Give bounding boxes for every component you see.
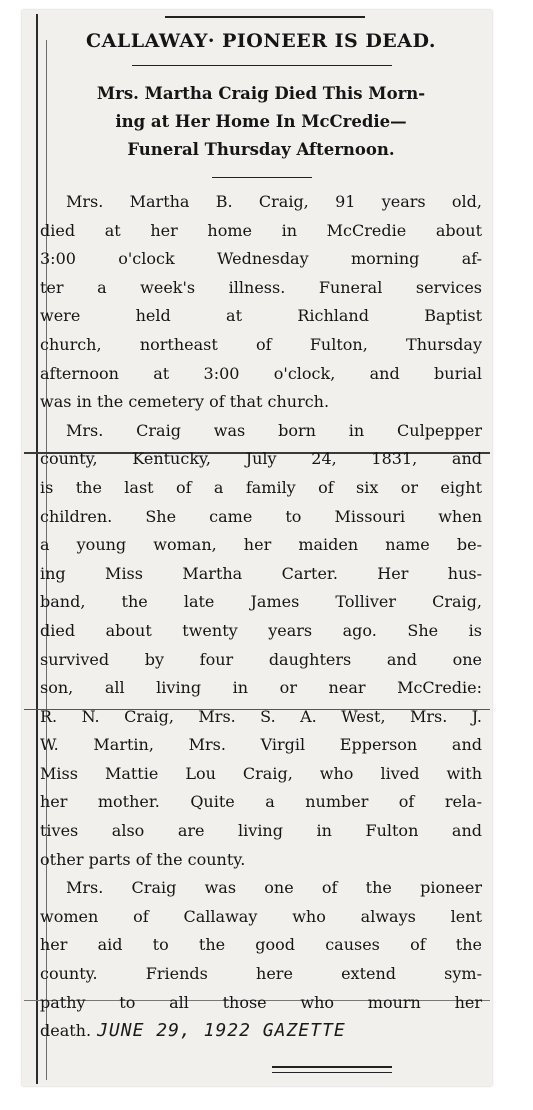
body-line: survived by four daughters and one bbox=[40, 649, 482, 669]
body-line: Miss Mattie Lou Craig, who lived with bbox=[40, 763, 482, 783]
body-line: a young woman, her maiden name be- bbox=[40, 535, 482, 555]
body-line: R. N. Craig, Mrs. S. A. West, Mrs. J. bbox=[40, 706, 482, 726]
top-rule bbox=[165, 16, 365, 18]
body-line: county, Kentucky, July 24, 1831, and bbox=[40, 449, 482, 469]
body-line: W. Martin, Mrs. Virgil Epperson and bbox=[40, 735, 482, 755]
article-body bbox=[40, 188, 482, 1046]
headline: CALLAWAY· PIONEER IS DEAD. bbox=[86, 30, 436, 52]
body-line: pathy to all those who mourn her bbox=[40, 992, 482, 1012]
body-line: her mother. Quite a number of rela- bbox=[40, 792, 482, 812]
subhead-rule bbox=[212, 177, 312, 178]
subheadline bbox=[40, 80, 482, 164]
body-line: her aid to the good causes of the bbox=[40, 935, 482, 955]
body-final-line bbox=[40, 1017, 482, 1046]
body-line: Mrs. Craig was one of the pioneer bbox=[66, 878, 482, 898]
body-line: children. She came to Missouri when bbox=[40, 506, 482, 526]
subhead-line: ing at Her Home In McCredie— bbox=[115, 112, 407, 131]
end-rule bbox=[272, 1072, 392, 1073]
body-line: women of Callaway who always lent bbox=[40, 906, 482, 926]
body-line: Mrs. Martha B. Craig, 91 years old, bbox=[66, 192, 482, 211]
body-line: 3:00 o'clock Wednesday morning af- bbox=[40, 249, 482, 269]
body-line: died at her home in McCredie about bbox=[40, 220, 482, 240]
body-line: ter a week's illness. Funeral services bbox=[40, 277, 482, 297]
body-line: son, all living in or near McCredie: bbox=[40, 678, 482, 698]
subhead-line: Funeral Thursday Afternoon. bbox=[127, 140, 395, 159]
body-line: band, the late James Tolliver Craig, bbox=[40, 592, 482, 612]
body-line: was in the cemetery of that church. bbox=[40, 392, 330, 412]
body-line: church, northeast of Fulton, Thursday bbox=[40, 334, 482, 354]
body-line: died about twenty years ago. She is bbox=[40, 620, 482, 640]
body-line: is the last of a family of six or eight bbox=[40, 477, 482, 497]
body-line: afternoon at 3:00 o'clock, and burial bbox=[40, 363, 482, 383]
handwritten-date-note: JUNE 29, 1922 GAZETTE bbox=[97, 1020, 346, 1042]
body-line: ing Miss Martha Carter. Her hus- bbox=[40, 563, 482, 583]
body-line: Mrs. Craig was born in Culpepper bbox=[66, 420, 482, 440]
subhead-line: Mrs. Martha Craig Died This Morn- bbox=[96, 84, 426, 103]
clipping-left-edge bbox=[36, 14, 38, 1084]
body-line: other parts of the county. bbox=[40, 849, 246, 869]
body-line: county. Friends here extend sym- bbox=[40, 964, 482, 984]
headline-rule bbox=[132, 65, 392, 66]
body-line: were held at Richland Baptist bbox=[40, 306, 482, 326]
body-line: tives also are living in Fulton and bbox=[40, 821, 482, 841]
body-line: death. bbox=[40, 1021, 92, 1041]
end-rule bbox=[272, 1066, 392, 1068]
